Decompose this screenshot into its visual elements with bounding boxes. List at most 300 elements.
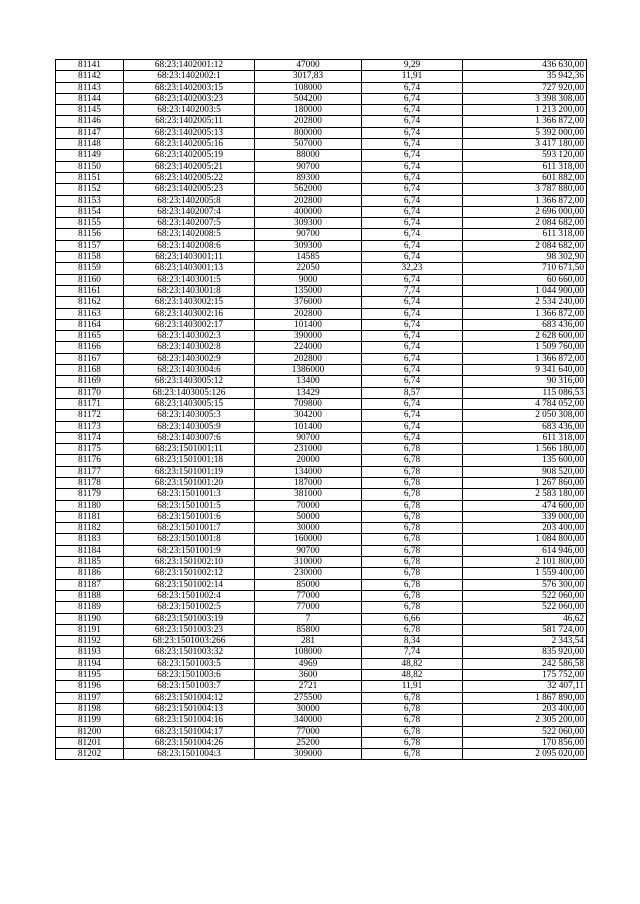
table-row [56, 455, 587, 466]
cadastral-number-cell: 68:23:1501001:18 [124, 455, 255, 466]
rate-cell: 6,78 [362, 590, 463, 601]
area-cell: 88000 [255, 150, 362, 161]
table-row [56, 308, 587, 319]
table-row [56, 398, 587, 409]
rate-cell: 6,74 [362, 353, 463, 364]
value-cell: 2 343,54 [463, 636, 587, 647]
value-cell: 2 696 000,00 [463, 206, 587, 217]
cadastral-number-cell: 68:23:1402005:11 [124, 116, 255, 127]
table-row [56, 60, 587, 71]
cadastral-number-cell: 68:23:1403002:17 [124, 319, 255, 330]
area-cell: 231000 [255, 444, 362, 455]
cadastral-number-cell: 68:23:1402003:5 [124, 105, 255, 116]
rate-cell: 6,74 [362, 365, 463, 376]
rate-cell: 6,74 [362, 410, 463, 421]
area-cell: 90700 [255, 161, 362, 172]
cadastral-number-cell: 68:23:1501001:9 [124, 545, 255, 556]
table-row [56, 274, 587, 285]
cadastral-number-cell: 68:23:1501003:7 [124, 681, 255, 692]
value-cell: 9 341 640,00 [463, 365, 587, 376]
area-cell: 70000 [255, 500, 362, 511]
table-row [56, 229, 587, 240]
row-number-cell: 81178 [56, 477, 124, 488]
row-number-cell: 81192 [56, 636, 124, 647]
rate-cell: 6,78 [362, 579, 463, 590]
row-number-cell: 81145 [56, 105, 124, 116]
value-cell: 1 366 872,00 [463, 195, 587, 206]
value-cell: 3 417 180,00 [463, 139, 587, 150]
rate-cell: 11,91 [362, 71, 463, 82]
rate-cell: 6,78 [362, 534, 463, 545]
row-number-cell: 81200 [56, 726, 124, 737]
table-row [56, 252, 587, 263]
value-cell: 593 120,00 [463, 150, 587, 161]
value-cell: 1 084 800,00 [463, 534, 587, 545]
table-row [56, 139, 587, 150]
table-row [56, 703, 587, 714]
row-number-cell: 81144 [56, 93, 124, 104]
row-number-cell: 81152 [56, 184, 124, 195]
cadastral-number-cell: 68:23:1402005:22 [124, 172, 255, 183]
area-cell: 135000 [255, 285, 362, 296]
value-cell: 242 586,58 [463, 658, 587, 669]
value-cell: 175 752,00 [463, 670, 587, 681]
cadastral-number-cell: 68:23:1403002:9 [124, 353, 255, 364]
row-number-cell: 81166 [56, 342, 124, 353]
rate-cell: 6,78 [362, 715, 463, 726]
cadastral-number-cell: 68:23:1501004:26 [124, 737, 255, 748]
row-number-cell: 81190 [56, 613, 124, 624]
table-row [56, 331, 587, 342]
rate-cell: 6,74 [362, 342, 463, 353]
row-number-cell: 81197 [56, 692, 124, 703]
value-cell: 611 318,00 [463, 229, 587, 240]
value-cell: 1 366 872,00 [463, 308, 587, 319]
rate-cell: 6,78 [362, 511, 463, 522]
rate-cell: 6,74 [362, 172, 463, 183]
area-cell: 50000 [255, 511, 362, 522]
cadastral-number-cell: 68:23:1501003:5 [124, 658, 255, 669]
table-row [56, 737, 587, 748]
row-number-cell: 81181 [56, 511, 124, 522]
table-row [56, 263, 587, 274]
row-number-cell: 81161 [56, 285, 124, 296]
cadastral-number-cell: 68:23:1501001:8 [124, 534, 255, 545]
cadastral-number-cell: 68:23:1501001:6 [124, 511, 255, 522]
rate-cell: 6,78 [362, 489, 463, 500]
rate-cell: 6,78 [362, 703, 463, 714]
table-row [56, 195, 587, 206]
cadastral-number-cell: 68:23:1403001:11 [124, 252, 255, 263]
table-row [56, 172, 587, 183]
table-row [56, 647, 587, 658]
row-number-cell: 81194 [56, 658, 124, 669]
area-cell: 90700 [255, 432, 362, 443]
row-number-cell: 81183 [56, 534, 124, 545]
row-number-cell: 81176 [56, 455, 124, 466]
rate-cell: 6,78 [362, 444, 463, 455]
cadastral-number-cell: 68:23:1402008:6 [124, 240, 255, 251]
table-row [56, 342, 587, 353]
area-cell: 30000 [255, 703, 362, 714]
area-cell: 309000 [255, 749, 362, 760]
cadastral-number-cell: 68:23:1403007:6 [124, 432, 255, 443]
area-cell: 275500 [255, 692, 362, 703]
rate-cell: 48,82 [362, 670, 463, 681]
rate-cell: 11,91 [362, 681, 463, 692]
value-cell: 2 583 180,00 [463, 489, 587, 500]
value-cell: 32 407,11 [463, 681, 587, 692]
value-cell: 4 784 052,00 [463, 398, 587, 409]
area-cell: 2721 [255, 681, 362, 692]
area-cell: 340000 [255, 715, 362, 726]
table-row [56, 150, 587, 161]
value-cell: 1 867 890,00 [463, 692, 587, 703]
rate-cell: 6,74 [362, 127, 463, 138]
cadastral-number-cell: 68:23:1501004:17 [124, 726, 255, 737]
value-cell: 522 060,00 [463, 726, 587, 737]
table-row [56, 726, 587, 737]
row-number-cell: 81173 [56, 421, 124, 432]
value-cell: 2 305 200,00 [463, 715, 587, 726]
table-row [56, 353, 587, 364]
row-number-cell: 81186 [56, 568, 124, 579]
rate-cell: 6,78 [362, 602, 463, 613]
table-row [56, 489, 587, 500]
table-row [56, 658, 587, 669]
area-cell: 3600 [255, 670, 362, 681]
cadastral-number-cell: 68:23:1403001:8 [124, 285, 255, 296]
cadastral-number-cell: 68:23:1402005:13 [124, 127, 255, 138]
area-cell: 800000 [255, 127, 362, 138]
value-cell: 727 920,00 [463, 82, 587, 93]
cadastral-number-cell: 68:23:1403005:15 [124, 398, 255, 409]
value-cell: 576 300,00 [463, 579, 587, 590]
rate-cell: 6,78 [362, 545, 463, 556]
row-number-cell: 81156 [56, 229, 124, 240]
rate-cell: 8,34 [362, 636, 463, 647]
row-number-cell: 81167 [56, 353, 124, 364]
row-number-cell: 81164 [56, 319, 124, 330]
cadastral-number-cell: 68:23:1403004:6 [124, 365, 255, 376]
rate-cell: 6,78 [362, 737, 463, 748]
cadastral-number-cell: 68:23:1402002:1 [124, 71, 255, 82]
value-cell: 203 400,00 [463, 523, 587, 534]
value-cell: 2 084 682,00 [463, 218, 587, 229]
area-cell: 22050 [255, 263, 362, 274]
cadastral-number-cell: 68:23:1402008:5 [124, 229, 255, 240]
table-row [56, 602, 587, 613]
row-number-cell: 81153 [56, 195, 124, 206]
value-cell: 683 436,00 [463, 421, 587, 432]
rate-cell: 48,82 [362, 658, 463, 669]
area-cell: 309300 [255, 218, 362, 229]
value-cell: 581 724,00 [463, 624, 587, 635]
row-number-cell: 81169 [56, 376, 124, 387]
area-cell: 230000 [255, 568, 362, 579]
area-cell: 101400 [255, 319, 362, 330]
value-cell: 1 566 180,00 [463, 444, 587, 455]
value-cell: 1 366 872,00 [463, 116, 587, 127]
table-row [56, 500, 587, 511]
rate-cell: 6,78 [362, 749, 463, 760]
row-number-cell: 81201 [56, 737, 124, 748]
rate-cell: 6,78 [362, 455, 463, 466]
cadastral-number-cell: 68:23:1403002:16 [124, 308, 255, 319]
rate-cell: 6,74 [362, 206, 463, 217]
value-cell: 1 213 200,00 [463, 105, 587, 116]
value-cell: 35 942,36 [463, 71, 587, 82]
rate-cell: 32,23 [362, 263, 463, 274]
value-cell: 60 660,00 [463, 274, 587, 285]
table-row [56, 545, 587, 556]
area-cell: 134000 [255, 466, 362, 477]
rate-cell: 6,74 [362, 274, 463, 285]
cadastral-number-cell: 68:23:1402007:5 [124, 218, 255, 229]
row-number-cell: 81184 [56, 545, 124, 556]
area-cell: 187000 [255, 477, 362, 488]
table-row [56, 624, 587, 635]
rate-cell: 6,74 [362, 218, 463, 229]
area-cell: 108000 [255, 647, 362, 658]
table-row [56, 116, 587, 127]
table-row [56, 297, 587, 308]
rate-cell: 6,74 [362, 184, 463, 195]
value-cell: 601 882,00 [463, 172, 587, 183]
rate-cell: 6,78 [362, 466, 463, 477]
row-number-cell: 81159 [56, 263, 124, 274]
area-cell: 85800 [255, 624, 362, 635]
rate-cell: 6,74 [362, 161, 463, 172]
cadastral-number-cell: 68:23:1402005:19 [124, 150, 255, 161]
row-number-cell: 81148 [56, 139, 124, 150]
rate-cell: 9,29 [362, 60, 463, 71]
row-number-cell: 81198 [56, 703, 124, 714]
table-row [56, 692, 587, 703]
cadastral-number-cell: 68:23:1402003:15 [124, 82, 255, 93]
table-row [56, 579, 587, 590]
area-cell: 77000 [255, 726, 362, 737]
cadastral-number-cell: 68:23:1501002:10 [124, 557, 255, 568]
area-cell: 202800 [255, 353, 362, 364]
row-number-cell: 81151 [56, 172, 124, 183]
row-number-cell: 81174 [56, 432, 124, 443]
area-cell: 202800 [255, 116, 362, 127]
area-cell: 504200 [255, 93, 362, 104]
row-number-cell: 81180 [56, 500, 124, 511]
cadastral-number-cell: 68:23:1403002:15 [124, 297, 255, 308]
row-number-cell: 81149 [56, 150, 124, 161]
value-cell: 474 600,00 [463, 500, 587, 511]
area-cell: 390000 [255, 331, 362, 342]
cadastral-number-cell: 68:23:1402005:16 [124, 139, 255, 150]
area-cell: 180000 [255, 105, 362, 116]
cadastral-number-cell: 68:23:1501001:7 [124, 523, 255, 534]
table-row [56, 82, 587, 93]
table-row [56, 511, 587, 522]
row-number-cell: 81172 [56, 410, 124, 421]
value-cell: 2 095 020,00 [463, 749, 587, 760]
row-number-cell: 81199 [56, 715, 124, 726]
row-number-cell: 81193 [56, 647, 124, 658]
rate-cell: 6,74 [362, 93, 463, 104]
value-cell: 2 084 682,00 [463, 240, 587, 251]
table-row [56, 523, 587, 534]
cadastral-number-cell: 68:23:1403005:9 [124, 421, 255, 432]
row-number-cell: 81155 [56, 218, 124, 229]
row-number-cell: 81188 [56, 590, 124, 601]
cadastral-number-cell: 68:23:1501003:23 [124, 624, 255, 635]
area-cell: 3017,83 [255, 71, 362, 82]
row-number-cell: 81158 [56, 252, 124, 263]
cadastral-number-cell: 68:23:1501004:16 [124, 715, 255, 726]
row-number-cell: 81182 [56, 523, 124, 534]
area-cell: 7 [255, 613, 362, 624]
rate-cell: 6,74 [362, 229, 463, 240]
rate-cell: 6,78 [362, 523, 463, 534]
area-cell: 108000 [255, 82, 362, 93]
area-cell: 85000 [255, 579, 362, 590]
value-cell: 3 787 880,00 [463, 184, 587, 195]
area-cell: 310000 [255, 557, 362, 568]
cadastral-number-cell: 68:23:1501002:14 [124, 579, 255, 590]
row-number-cell: 81142 [56, 71, 124, 82]
cadastral-number-cell: 68:23:1402005:8 [124, 195, 255, 206]
value-cell: 683 436,00 [463, 319, 587, 330]
table-row [56, 206, 587, 217]
cadastral-number-cell: 68:23:1501004:12 [124, 692, 255, 703]
cadastral-number-cell: 68:23:1501002:12 [124, 568, 255, 579]
cadastral-number-cell: 68:23:1403002:8 [124, 342, 255, 353]
rate-cell: 6,74 [362, 308, 463, 319]
area-cell: 562000 [255, 184, 362, 195]
value-cell: 1 044 900,00 [463, 285, 587, 296]
value-cell: 2 534 240,00 [463, 297, 587, 308]
rate-cell: 6,74 [362, 319, 463, 330]
table-row [56, 715, 587, 726]
row-number-cell: 81157 [56, 240, 124, 251]
table-row [56, 105, 587, 116]
table-row [56, 387, 587, 398]
table-row [56, 534, 587, 545]
value-cell: 835 920,00 [463, 647, 587, 658]
value-cell: 2 628 600,00 [463, 331, 587, 342]
table-row [56, 477, 587, 488]
cadastral-number-cell: 68:23:1403005:12 [124, 376, 255, 387]
table-row [56, 466, 587, 477]
table-row [56, 670, 587, 681]
row-number-cell: 81187 [56, 579, 124, 590]
area-cell: 400000 [255, 206, 362, 217]
row-number-cell: 81177 [56, 466, 124, 477]
row-number-cell: 81154 [56, 206, 124, 217]
cadastral-number-cell: 68:23:1501003:19 [124, 613, 255, 624]
row-number-cell: 81162 [56, 297, 124, 308]
value-cell: 2 050 308,00 [463, 410, 587, 421]
table-row [56, 557, 587, 568]
row-number-cell: 81189 [56, 602, 124, 613]
rate-cell: 6,74 [362, 195, 463, 206]
cadastral-value-table [55, 59, 587, 760]
value-cell: 5 392 000,00 [463, 127, 587, 138]
value-cell: 339 000,00 [463, 511, 587, 522]
cadastral-number-cell: 68:23:1501001:3 [124, 489, 255, 500]
area-cell: 77000 [255, 590, 362, 601]
area-cell: 13429 [255, 387, 362, 398]
row-number-cell: 81170 [56, 387, 124, 398]
row-number-cell: 81202 [56, 749, 124, 760]
rate-cell: 6,74 [362, 376, 463, 387]
table-row [56, 421, 587, 432]
cadastral-number-cell: 68:23:1403005:3 [124, 410, 255, 421]
rate-cell: 6,74 [362, 105, 463, 116]
cadastral-number-cell: 68:23:1501002:5 [124, 602, 255, 613]
row-number-cell: 81191 [56, 624, 124, 635]
area-cell: 4969 [255, 658, 362, 669]
row-number-cell: 81146 [56, 116, 124, 127]
row-number-cell: 81160 [56, 274, 124, 285]
table-row [56, 636, 587, 647]
cadastral-number-cell: 68:23:1501002:4 [124, 590, 255, 601]
value-cell: 1 559 400,00 [463, 568, 587, 579]
area-cell: 309300 [255, 240, 362, 251]
value-cell: 3 398 308,00 [463, 93, 587, 104]
cadastral-number-cell: 68:23:1402005:23 [124, 184, 255, 195]
rate-cell: 6,74 [362, 252, 463, 263]
cadastral-number-cell: 68:23:1402005:21 [124, 161, 255, 172]
value-cell: 611 318,00 [463, 432, 587, 443]
table-row [56, 93, 587, 104]
rate-cell: 6,66 [362, 613, 463, 624]
area-cell: 89300 [255, 172, 362, 183]
area-cell: 90700 [255, 545, 362, 556]
value-cell: 2 101 800,00 [463, 557, 587, 568]
cadastral-number-cell: 68:23:1501004:3 [124, 749, 255, 760]
area-cell: 202800 [255, 308, 362, 319]
area-cell: 202800 [255, 195, 362, 206]
area-cell: 20000 [255, 455, 362, 466]
row-number-cell: 81168 [56, 365, 124, 376]
cadastral-number-cell: 68:23:1402007:4 [124, 206, 255, 217]
area-cell: 1386000 [255, 365, 362, 376]
value-cell: 710 671,50 [463, 263, 587, 274]
area-cell: 90700 [255, 229, 362, 240]
area-cell: 376000 [255, 297, 362, 308]
rate-cell: 6,74 [362, 139, 463, 150]
cadastral-number-cell: 68:23:1501001:19 [124, 466, 255, 477]
table-row [56, 444, 587, 455]
area-cell: 709800 [255, 398, 362, 409]
rate-cell: 6,78 [362, 692, 463, 703]
table-row [56, 613, 587, 624]
area-cell: 25200 [255, 737, 362, 748]
rate-cell: 6,78 [362, 726, 463, 737]
value-cell: 170 856,00 [463, 737, 587, 748]
table-row [56, 365, 587, 376]
area-cell: 507000 [255, 139, 362, 150]
value-cell: 1 509 760,00 [463, 342, 587, 353]
rate-cell: 6,78 [362, 500, 463, 511]
table-row [56, 218, 587, 229]
value-cell: 1 366 872,00 [463, 353, 587, 364]
rate-cell: 6,74 [362, 331, 463, 342]
table-row [56, 71, 587, 82]
value-cell: 522 060,00 [463, 602, 587, 613]
value-cell: 98 302,90 [463, 252, 587, 263]
value-cell: 1 267 860,00 [463, 477, 587, 488]
table-row [56, 376, 587, 387]
row-number-cell: 81195 [56, 670, 124, 681]
